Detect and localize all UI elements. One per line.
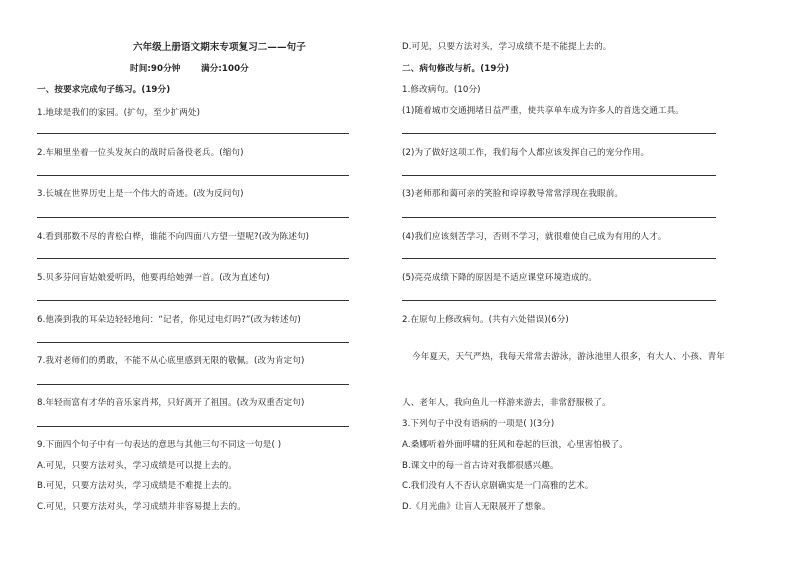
section2-question-2: 2.在原句上修改病句。(共有六处错误)(6分)	[402, 315, 569, 325]
q9-option-a[interactable]: A.可见，只要方法对头，学习成绩是可以提上去的。	[37, 461, 237, 471]
sentence-3: (3)老师那和蔼可亲的笑脸和谆谆教导常常浮现在我眼前。	[402, 189, 624, 199]
correction-line-4[interactable]	[402, 258, 716, 259]
page-title: 六年级上册语文期末专项复习二——句子	[133, 42, 306, 53]
section2-question-1: 1.修改病句。(10分)	[402, 85, 481, 95]
question-8: 8.年轻而富有才华的音乐家肖邦，只好离开了祖国。(改为双重否定句)	[37, 398, 305, 408]
exam-time: 时间:90分钟	[130, 64, 181, 74]
sentence-2: (2)为了做好这项工作，我们每个人都应该发挥自己的宠分作用。	[402, 148, 650, 158]
section1-heading: 一、按要求完成句子练习。(19分)	[37, 85, 171, 95]
question-6: 6.他凑到我的耳朵边轻轻地问：“记者，你见过电灯吗?”(改为转述句)	[37, 315, 301, 325]
q9-option-b[interactable]: B.可见，只要方法对头，学习成绩是不难提上去的。	[37, 481, 238, 491]
answer-line-8[interactable]	[37, 426, 349, 427]
sentence-4: (4)我们应该刻苦学习，否则不学习，就很难使自己成为有用的人才。	[402, 232, 667, 242]
section2-question-3: 3.下列句子中没有语病的一项是( )(3分)	[402, 419, 555, 429]
s2q3-option-b[interactable]: B.课文中的每一首古诗对我都很感兴趣。	[402, 461, 559, 471]
question-9: 9.下面四个句子中有一句表达的意思与其他三句不同这一句是( )	[37, 440, 282, 450]
question-5: 5.贝多芬问盲姑娘爱听吗，他要再给她弹一首。(改为直述句)	[37, 273, 270, 283]
question-1: 1.地球是我们的家园。(扩句，至少扩两处)	[37, 108, 201, 118]
answer-line-6[interactable]	[37, 342, 349, 343]
question-4: 4.看到那数不尽的青松白桦，谁能不向四面八方望一望呢?(改为陈述句)	[37, 232, 310, 242]
s2q3-option-a[interactable]: A.桑娜听着外面呼啸的狂风和卷起的巨浪，心里害怕极了。	[402, 440, 629, 450]
answer-line-7[interactable]	[37, 384, 349, 385]
answer-line-3[interactable]	[37, 217, 349, 218]
passage-line-1: 今年夏天，天气严热，我每天常常去游泳，游泳池里人很多，有大人、小孩、青年	[412, 352, 725, 362]
correction-line-3[interactable]	[402, 217, 716, 218]
question-2: 2.车厢里坐着一位头发灰白的战时后备役老兵。(缩句)	[37, 148, 244, 158]
correction-line-5[interactable]	[402, 300, 716, 301]
answer-line-5[interactable]	[37, 300, 349, 301]
correction-line-1[interactable]	[402, 133, 716, 134]
exam-score: 满分:100分	[201, 64, 249, 74]
sentence-5: (5)亮亮成绩下降的原因是不适应课堂环境造成的。	[402, 273, 598, 283]
q9-option-c[interactable]: C.可见，只要方法对头，学习成绩并非容易提上去的。	[37, 502, 246, 512]
sentence-1: (1)随着城市交通拥堵日益严重，使共享单车成为许多人的首选交通工具。	[402, 106, 684, 116]
answer-line-1[interactable]	[37, 133, 349, 134]
answer-line-4[interactable]	[37, 258, 349, 259]
s2q3-option-d[interactable]: D.《月光曲》让盲人无限展开了想象。	[402, 502, 551, 512]
correction-line-2[interactable]	[402, 175, 716, 176]
section2-heading: 二、病句修改与析。(19分)	[402, 64, 510, 74]
passage-line-2: 人、老年人，我向鱼儿一样游来游去，非常舒服极了。	[402, 398, 611, 408]
q9-option-d[interactable]: D.可见，只要方法对头，学习成绩不是不能提上去的。	[402, 42, 612, 52]
s2q3-option-c[interactable]: C.我们没有人不否认京剧确实是一门高雅的艺术。	[402, 481, 594, 491]
question-3: 3.长城在世界历史上是一个伟大的奇迹。(改为反问句)	[37, 189, 244, 199]
question-7: 7.我对老师们的勇敢，不能不从心底里感到无限的敬佩。(改为肯定句)	[37, 356, 305, 366]
answer-line-2[interactable]	[37, 175, 349, 176]
